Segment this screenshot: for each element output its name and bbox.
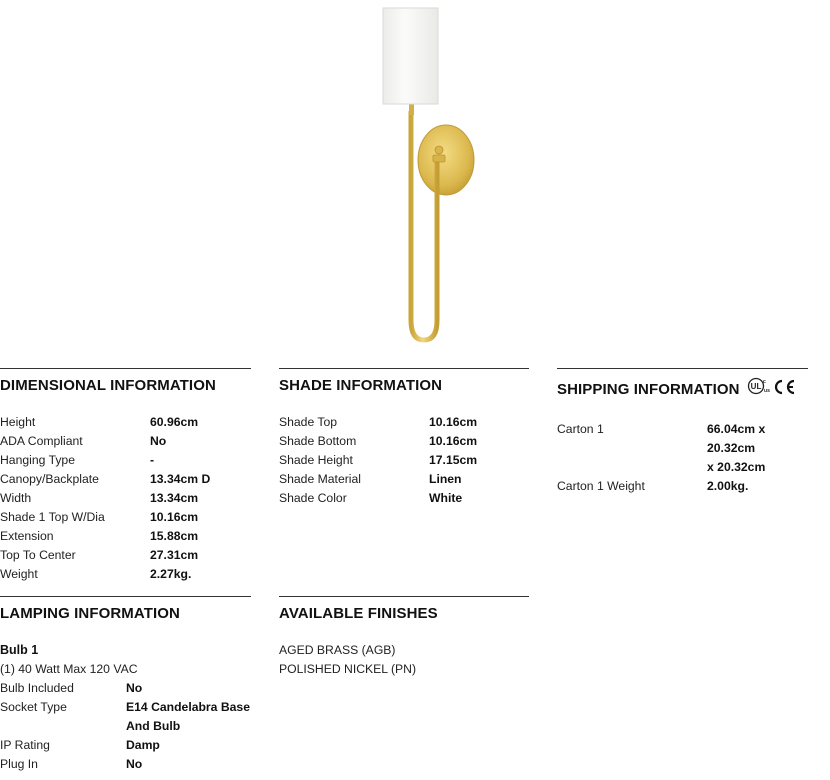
spec-row <box>279 470 529 489</box>
spec-value: 2.27kg. <box>150 567 192 581</box>
spec-row <box>0 736 251 755</box>
spec-value: 60.96cm <box>150 415 199 429</box>
finish-item: POLISHED NICKEL (PN) <box>279 662 417 676</box>
spec-label: Hanging Type <box>0 453 75 467</box>
spec-row <box>557 477 808 496</box>
spec-label: Carton 1 <box>557 422 604 436</box>
shade-information-section <box>279 368 529 508</box>
spec-value-line: x 20.32cm <box>707 460 766 474</box>
spec-row <box>0 755 251 774</box>
spec-value: No <box>126 681 143 695</box>
svg-text:us: us <box>763 388 770 394</box>
spec-label: IP Rating <box>0 738 50 752</box>
spec-value-line: 66.04cm x 20.32cm <box>707 422 766 455</box>
spec-row <box>279 489 529 508</box>
ul-listed-icon <box>746 377 770 401</box>
spec-label: Shade Color <box>279 491 347 505</box>
spec-row <box>0 451 251 470</box>
spec-label: Width <box>0 491 32 505</box>
bulb-spec: (1) 40 Watt Max 120 VAC <box>0 662 138 676</box>
spec-value <box>707 420 808 477</box>
finish-item: AGED BRASS (AGB) <box>279 643 396 657</box>
spec-label: Shade Height <box>279 453 353 467</box>
spec-row <box>0 546 251 565</box>
spec-value: No <box>150 434 167 448</box>
spec-row <box>0 527 251 546</box>
spec-value-line: And Bulb <box>126 719 181 733</box>
ce-mark-icon <box>772 378 798 400</box>
product-image <box>0 0 830 360</box>
section-title <box>557 369 808 401</box>
spec-label: ADA Compliant <box>0 434 83 448</box>
spec-value: 15.88cm <box>150 529 199 543</box>
section-title: SHADE INFORMATION <box>279 377 443 394</box>
spec-label: Bulb Included <box>0 681 74 695</box>
spec-row <box>0 470 251 489</box>
spec-row <box>0 508 251 527</box>
spec-label: Top To Center <box>0 548 76 562</box>
spec-value: 13.34cm D <box>150 472 211 486</box>
spec-label: Shade Bottom <box>279 434 357 448</box>
spec-value: 10.16cm <box>429 415 478 429</box>
bulb-title: Bulb 1 <box>0 643 39 657</box>
shipping-rows <box>557 420 808 496</box>
spec-label: Canopy/Backplate <box>0 472 99 486</box>
spec-label: Shade Material <box>279 472 361 486</box>
spec-label: Carton 1 Weight <box>557 479 645 493</box>
spec-label: Extension <box>0 529 54 543</box>
spec-value: 10.16cm <box>150 510 199 524</box>
spec-label: Shade 1 Top W/Dia <box>0 510 105 524</box>
spec-row <box>279 432 529 451</box>
section-title: DIMENSIONAL INFORMATION <box>0 377 216 394</box>
section-title-text: SHIPPING INFORMATION <box>557 380 740 398</box>
section-title: AVAILABLE FINISHES <box>279 605 438 622</box>
spec-label: Plug In <box>0 757 38 771</box>
svg-text:UL: UL <box>750 382 761 391</box>
spec-value: 10.16cm <box>429 434 478 448</box>
spec-value: - <box>150 453 155 467</box>
spec-row <box>279 413 529 432</box>
spec-value: 27.31cm <box>150 548 199 562</box>
spec-row <box>557 420 808 477</box>
shipping-information-section <box>557 368 808 496</box>
svg-text:c: c <box>762 379 766 385</box>
spec-label: Weight <box>0 567 38 581</box>
available-finishes-section <box>279 596 529 679</box>
spec-row <box>0 489 251 508</box>
spec-value: Damp <box>126 738 160 752</box>
section-title: LAMPING INFORMATION <box>0 605 180 622</box>
dimensional-information-section <box>0 368 251 584</box>
wall-sconce-illustration <box>0 0 830 360</box>
spec-row <box>0 698 251 736</box>
spec-row <box>0 565 251 584</box>
lamping-information-section <box>0 596 251 774</box>
spec-value-line: E14 Candelabra Base <box>126 700 250 714</box>
spec-row <box>0 413 251 432</box>
spec-value: 13.34cm <box>150 491 199 505</box>
spec-label: Height <box>0 415 36 429</box>
spec-value <box>126 698 250 736</box>
finishes-list <box>279 641 529 679</box>
spec-row <box>279 451 529 470</box>
spec-value: 2.00kg. <box>707 479 749 493</box>
dimensional-rows <box>0 413 251 584</box>
spec-value: 17.15cm <box>429 453 478 467</box>
shade-rows <box>279 413 529 508</box>
spec-value: White <box>429 491 463 505</box>
spec-value: No <box>126 757 143 771</box>
spec-row <box>0 432 251 451</box>
spec-label: Shade Top <box>279 415 338 429</box>
spec-row <box>0 679 251 698</box>
spec-label: Socket Type <box>0 700 67 714</box>
spec-value: Linen <box>429 472 462 486</box>
lamping-rows <box>0 641 251 774</box>
